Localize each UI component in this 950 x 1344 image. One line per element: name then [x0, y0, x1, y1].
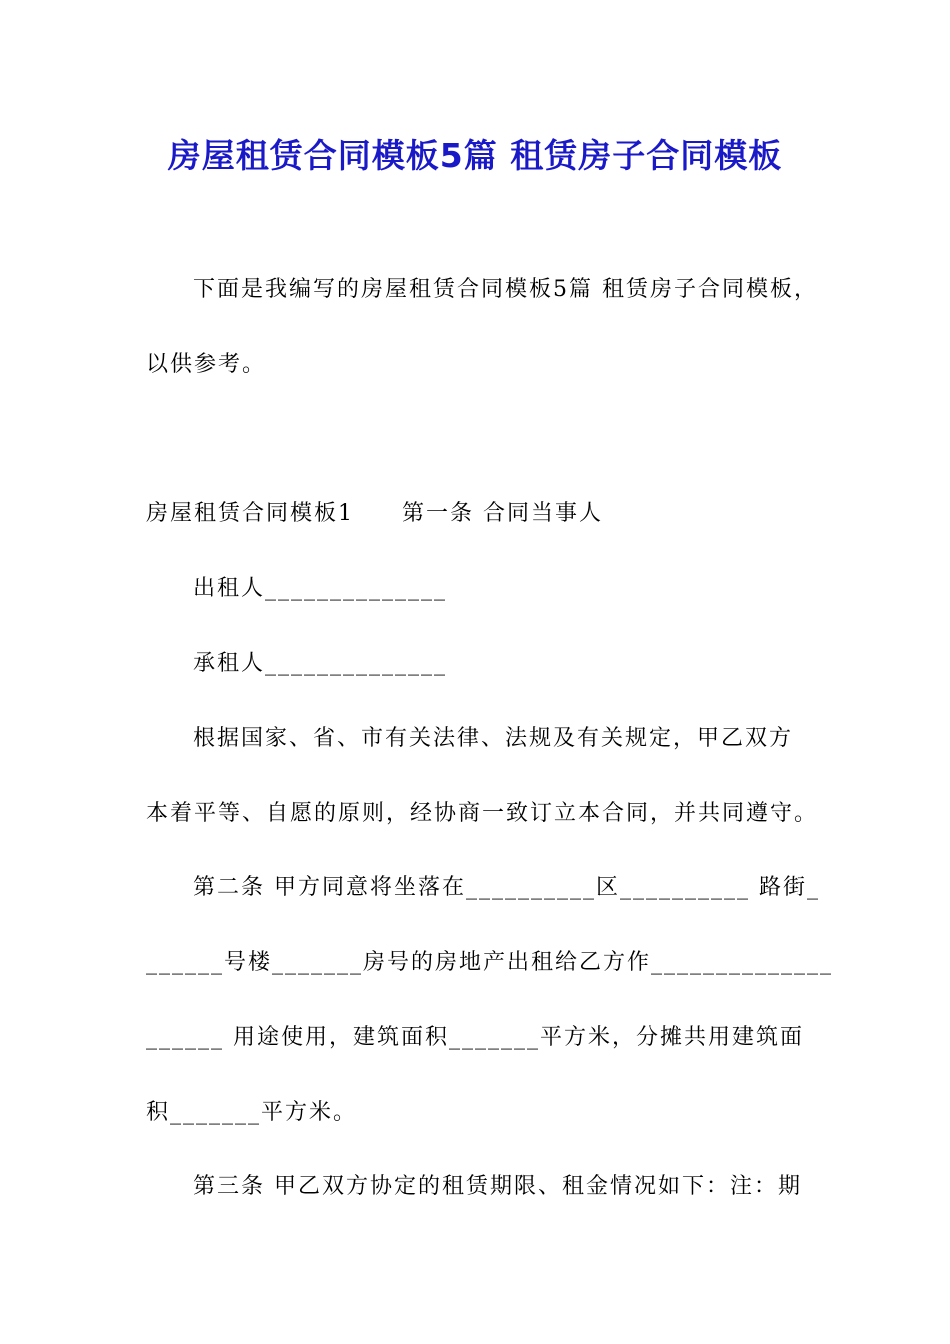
- paragraph-2-line-4: 积_______平方米。: [146, 1100, 358, 1125]
- paragraph-3-line-1: 第三条 甲乙双方协定的租赁期限、租金情况如下：注：期: [193, 1174, 802, 1199]
- intro-line-2: 以供参考。: [146, 352, 267, 377]
- document-title: 房屋租赁合同模板5篇 租赁房子合同模板: [167, 136, 783, 175]
- paragraph-2-line-2: ______号楼_______房号的房地产出租给乙方作______________: [146, 950, 834, 975]
- section-heading: [146, 496, 603, 527]
- paragraph-1-line-1: 根据国家、省、市有关法律、法规及有关规定，甲乙双方: [193, 726, 794, 751]
- paragraph-2-line-3: ______ 用途使用，建筑面积_______平方米，分摊共用建筑面: [146, 1025, 804, 1050]
- paragraph-2-line-1: 第二条 甲方同意将坐落在__________区__________ 路街_: [193, 875, 820, 900]
- intro-line-1: 下面是我编写的房屋租赁合同模板5篇 租赁房子合同模板，: [193, 277, 818, 302]
- paragraph-1-line-2: 本着平等、自愿的原则，经协商一致订立本合同，并共同遵守。: [146, 801, 819, 826]
- section-heading-left: 房屋租赁合同模板1: [146, 501, 354, 526]
- section-heading-right: 第一条 合同当事人: [402, 501, 603, 526]
- lessor-line: 出租人______________: [193, 576, 448, 601]
- lessee-line: 承租人______________: [193, 651, 448, 676]
